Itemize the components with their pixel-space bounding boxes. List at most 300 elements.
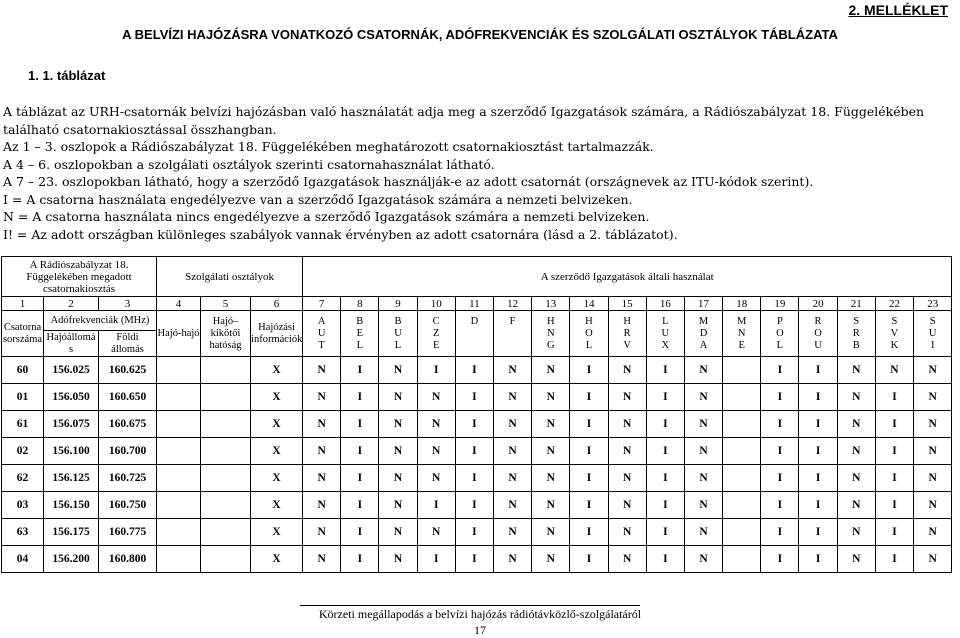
service-cell: X	[251, 438, 303, 465]
country-code-letter: L	[356, 339, 364, 351]
usage-cell: N	[608, 492, 646, 519]
usage-cell: N	[914, 438, 952, 465]
column-number: 22	[875, 297, 913, 311]
service-cell	[157, 438, 201, 465]
usage-cell: I	[799, 438, 837, 465]
usage-cell: N	[837, 546, 875, 573]
column-number: 18	[723, 297, 761, 311]
usage-cell: N	[608, 411, 646, 438]
service-cell	[157, 492, 201, 519]
shore-freq-cell: 160.775	[99, 519, 157, 546]
usage-cell: N	[303, 546, 341, 573]
country-code-letter: S	[929, 315, 936, 327]
usage-cell	[723, 411, 761, 438]
country-code-letter: E	[356, 327, 364, 339]
usage-cell	[723, 384, 761, 411]
usage-cell: I	[570, 438, 608, 465]
shore-freq-cell: 160.750	[99, 492, 157, 519]
usage-cell: I	[799, 465, 837, 492]
country-code-letter	[456, 328, 493, 340]
usage-cell: N	[532, 357, 570, 384]
country-code-header	[608, 311, 646, 357]
country-code-letter	[494, 328, 531, 340]
port-header: Hajó–kikötői hatóság	[201, 311, 251, 357]
usage-cell: N	[303, 384, 341, 411]
usage-cell: N	[608, 384, 646, 411]
ship-freq-cell: 156.025	[44, 357, 99, 384]
usage-cell: I	[570, 492, 608, 519]
service-cell	[157, 546, 201, 573]
country-code-letter: M	[737, 315, 747, 327]
column-number: 6	[251, 297, 303, 311]
column-number: 9	[379, 297, 417, 311]
usage-cell: I	[646, 546, 684, 573]
usage-cell: N	[608, 519, 646, 546]
usage-cell: I	[761, 384, 799, 411]
usage-cell: I	[417, 492, 455, 519]
usage-cell: N	[379, 384, 417, 411]
usage-cell: N	[837, 465, 875, 492]
country-code-letter: O	[776, 327, 784, 339]
country-code-letter: B	[394, 315, 402, 327]
intro-paragraph: N = A csatorna használata nincs engedélyezve a szerződő Igazgatások számára a nemzeti belvizeken.	[3, 209, 650, 224]
usage-cell: N	[417, 384, 455, 411]
country-code-letter: U	[928, 327, 937, 339]
usage-cell: N	[493, 384, 531, 411]
usage-cell: N	[532, 411, 570, 438]
country-code-letter: B	[356, 315, 364, 327]
channel-cell: 61	[2, 411, 44, 438]
radio-reg-header: A Rádiószabályzat 18. Függelékében megadott csatornakiosztás	[2, 257, 157, 297]
usage-cell: N	[379, 519, 417, 546]
usage-cell: I	[875, 438, 913, 465]
usage-cell: I	[455, 384, 493, 411]
usage-cell: N	[684, 384, 722, 411]
column-number: 5	[201, 297, 251, 311]
usage-cell: I	[570, 411, 608, 438]
service-cell	[157, 384, 201, 411]
service-cell	[201, 384, 251, 411]
country-code-header	[837, 311, 875, 357]
usage-cell: I	[455, 465, 493, 492]
column-number: 16	[646, 297, 684, 311]
channel-cell: 60	[2, 357, 44, 384]
usage-cell: N	[493, 546, 531, 573]
shore-freq-cell: 160.700	[99, 438, 157, 465]
country-code-header	[684, 311, 722, 357]
service-header: Szolgálati osztályok	[157, 257, 303, 297]
ship-freq-cell: 156.050	[44, 384, 99, 411]
usage-cell: N	[914, 465, 952, 492]
service-cell	[157, 357, 201, 384]
channel-cell: 02	[2, 438, 44, 465]
column-number: 10	[417, 297, 455, 311]
usage-cell: N	[684, 411, 722, 438]
channel-cell: 04	[2, 546, 44, 573]
country-code-letter: U	[661, 327, 670, 339]
intro-paragraph: A 4 – 6. oszlopokban a szolgálati osztályok szerinti csatornahasználat látható.	[3, 156, 495, 172]
usage-cell	[723, 465, 761, 492]
usage-cell: N	[379, 357, 417, 384]
usage-cell: N	[914, 492, 952, 519]
country-code-letter: O	[585, 327, 593, 339]
column-number: 4	[157, 297, 201, 311]
usage-cell: I	[799, 384, 837, 411]
shore-freq-cell: 160.675	[99, 411, 157, 438]
country-code-letter: R	[623, 327, 631, 339]
country-code-header	[646, 311, 684, 357]
usage-cell: N	[379, 492, 417, 519]
service-cell: X	[251, 492, 303, 519]
intro-text	[3, 103, 958, 243]
country-code-letter: U	[317, 327, 326, 339]
column-number: 14	[570, 297, 608, 311]
ship-freq-cell: 156.200	[44, 546, 99, 573]
country-code-header	[761, 311, 799, 357]
usage-cell: N	[837, 519, 875, 546]
service-cell: X	[251, 357, 303, 384]
usage-cell: I	[455, 438, 493, 465]
shore-freq-cell: 160.800	[99, 546, 157, 573]
usage-cell: I	[799, 546, 837, 573]
usage-cell: N	[303, 357, 341, 384]
country-code-letter: X	[661, 339, 670, 351]
usage-cell: I	[570, 465, 608, 492]
document-title: A BELVÍZI HAJÓZÁSRA VONATKOZÓ CSATORNÁK, ADÓFREKVENCIÁK ÉS SZOLGÁLATI OSZTÁLYOK TÁBLÁZATA	[122, 27, 838, 42]
usage-cell: N	[837, 438, 875, 465]
usage-cell: N	[914, 357, 952, 384]
table-number: 1. 1. táblázat	[28, 68, 106, 83]
usage-cell: I	[875, 492, 913, 519]
usage-cell	[723, 438, 761, 465]
nav-info-header: Hajózási információk	[251, 311, 303, 357]
table-row	[2, 492, 952, 519]
usage-cell: I	[799, 357, 837, 384]
shore-freq-cell: 160.625	[99, 357, 157, 384]
country-code-header	[417, 311, 455, 357]
country-code-letter: M	[698, 315, 709, 327]
country-code-header	[570, 311, 608, 357]
footer-divider	[300, 605, 640, 606]
service-cell	[201, 519, 251, 546]
usage-cell: N	[532, 438, 570, 465]
country-code-header	[379, 311, 417, 357]
usage-cell: I	[417, 546, 455, 573]
usage-cell: N	[379, 411, 417, 438]
usage-cell: N	[684, 519, 722, 546]
intro-paragraph: A táblázat az URH-csatornák belvízi hajózásban való használatát adja meg a szerződő Igazgatások számára, a Rádiószabályzat 18. Függelékében található csatornakiosztással összhangban.	[3, 104, 925, 137]
country-code-letter: P	[776, 315, 783, 327]
usage-cell: I	[341, 492, 379, 519]
usage-cell: I	[341, 357, 379, 384]
ship-freq-cell: 156.100	[44, 438, 99, 465]
ship-to-ship-header: Hajó-hajó	[157, 311, 201, 357]
channel-header: Csatorna sorszáma	[2, 311, 44, 357]
service-cell: X	[251, 465, 303, 492]
usage-cell: I	[875, 465, 913, 492]
service-cell: X	[251, 411, 303, 438]
usage-cell: N	[493, 438, 531, 465]
annex-label: 2. MELLÉKLET	[848, 2, 948, 18]
usage-cell: I	[455, 357, 493, 384]
country-code-header	[914, 311, 952, 357]
service-cell	[157, 465, 201, 492]
country-code-letter: E	[738, 339, 745, 351]
column-number: 1	[2, 297, 44, 311]
usage-cell: I	[761, 492, 799, 519]
usage-cell: N	[303, 492, 341, 519]
column-number: 20	[799, 297, 837, 311]
freq-header: Adófrekvenciák (MHz)	[44, 311, 157, 331]
usage-cell: I	[646, 411, 684, 438]
country-code-letter	[456, 340, 493, 352]
country-code-letter: G	[546, 339, 555, 351]
usage-cell: N	[837, 384, 875, 411]
service-cell	[201, 357, 251, 384]
channel-cell: 63	[2, 519, 44, 546]
country-code-header	[799, 311, 837, 357]
service-cell	[157, 519, 201, 546]
ship-freq-cell: 156.150	[44, 492, 99, 519]
channel-cell: 01	[2, 384, 44, 411]
usage-cell: N	[684, 438, 722, 465]
usage-cell: N	[532, 384, 570, 411]
table-row	[2, 411, 952, 438]
usage-cell: I	[761, 411, 799, 438]
usage-cell: I	[875, 411, 913, 438]
administrations-header: A szerződő Igazgatások általi használat	[303, 257, 952, 297]
country-code-letter: K	[890, 339, 899, 351]
shore-freq-cell: 160.725	[99, 465, 157, 492]
usage-cell: N	[379, 438, 417, 465]
usage-cell: I	[799, 411, 837, 438]
column-number: 21	[837, 297, 875, 311]
country-code-letter: E	[432, 339, 440, 351]
country-code-letter: D	[470, 315, 479, 327]
usage-cell: N	[493, 411, 531, 438]
country-code-letter: B	[852, 339, 860, 351]
usage-cell: I	[455, 492, 493, 519]
country-code-letter: I	[930, 339, 935, 351]
ship-freq-cell: 156.075	[44, 411, 99, 438]
usage-cell: I	[570, 384, 608, 411]
country-code-letter: R	[814, 315, 822, 327]
country-code-letter: Z	[432, 327, 440, 339]
table-row	[2, 519, 952, 546]
country-code-header	[341, 311, 379, 357]
column-number: 8	[341, 297, 379, 311]
usage-cell: I	[341, 519, 379, 546]
usage-cell: I	[761, 546, 799, 573]
column-number: 3	[99, 297, 157, 311]
usage-cell: I	[455, 546, 493, 573]
usage-cell: I	[761, 465, 799, 492]
usage-cell: N	[608, 546, 646, 573]
country-code-letter: C	[432, 315, 440, 327]
country-code-letter: D	[699, 327, 708, 339]
country-code-letter: O	[814, 327, 822, 339]
service-cell	[201, 411, 251, 438]
usage-cell: N	[837, 357, 875, 384]
ship-freq-cell: 156.175	[44, 519, 99, 546]
usage-cell: N	[303, 519, 341, 546]
country-code-letter: L	[394, 339, 402, 351]
country-code-letter: V	[623, 339, 631, 351]
usage-cell: N	[914, 546, 952, 573]
usage-cell: I	[455, 411, 493, 438]
usage-cell	[723, 357, 761, 384]
country-code-header	[875, 311, 913, 357]
usage-cell: N	[417, 519, 455, 546]
usage-cell: I	[455, 519, 493, 546]
usage-cell: I	[341, 411, 379, 438]
usage-cell: I	[875, 519, 913, 546]
usage-cell: N	[532, 465, 570, 492]
country-code-letter: A	[699, 339, 708, 351]
service-cell	[201, 492, 251, 519]
usage-cell: N	[379, 546, 417, 573]
usage-cell	[723, 519, 761, 546]
usage-cell: N	[837, 492, 875, 519]
country-code-header	[303, 311, 341, 357]
usage-cell	[723, 546, 761, 573]
country-code-letter: N	[737, 327, 746, 339]
usage-cell: N	[914, 411, 952, 438]
country-code-header	[532, 311, 570, 357]
usage-cell: N	[684, 357, 722, 384]
country-code-letter	[494, 340, 531, 352]
country-code-letter: S	[853, 315, 860, 327]
usage-cell: N	[914, 384, 952, 411]
usage-cell: N	[875, 357, 913, 384]
usage-cell: I	[646, 465, 684, 492]
usage-cell: I	[875, 546, 913, 573]
column-number: 13	[532, 297, 570, 311]
usage-cell: I	[341, 465, 379, 492]
service-cell	[201, 546, 251, 573]
column-number: 7	[303, 297, 341, 311]
usage-cell: I	[646, 357, 684, 384]
usage-cell: N	[608, 465, 646, 492]
column-number: 23	[914, 297, 952, 311]
usage-cell: I	[570, 357, 608, 384]
column-number: 15	[608, 297, 646, 311]
usage-cell: N	[379, 465, 417, 492]
column-number: 11	[455, 297, 493, 311]
usage-cell: I	[570, 519, 608, 546]
service-cell	[201, 438, 251, 465]
country-code-letter: U	[814, 339, 822, 351]
table-row	[2, 438, 952, 465]
column-number: 12	[493, 297, 531, 311]
country-code-letter: F	[509, 315, 516, 327]
usage-cell: I	[646, 519, 684, 546]
intro-paragraph: I = A csatorna használata engedélyezve van a szerződő Igazgatások számára a nemzeti belvizeken.	[3, 191, 633, 207]
usage-cell: N	[417, 411, 455, 438]
usage-cell: I	[646, 384, 684, 411]
usage-cell: N	[493, 357, 531, 384]
ship-station-header: Hajóállomá s	[44, 331, 99, 357]
country-code-letter: L	[662, 315, 669, 327]
country-code-letter: H	[546, 315, 555, 327]
column-number: 17	[684, 297, 722, 311]
country-code-letter: H	[623, 315, 631, 327]
intro-paragraph: I! = Az adott országban különleges szabályok vannak érvényben az adott csatornára (lásd a 2. táblázatot).	[3, 226, 678, 242]
service-cell	[157, 411, 201, 438]
usage-cell: I	[417, 357, 455, 384]
usage-cell: N	[608, 357, 646, 384]
country-code-letter: S	[891, 315, 898, 327]
usage-cell: I	[570, 546, 608, 573]
column-number: 19	[761, 297, 799, 311]
intro-paragraph: Az 1 – 3. oszlopok a Rádiószabályzat 18. Függelékében meghatározott csatornakiosztást tartalmazzák.	[3, 139, 654, 154]
usage-cell: N	[303, 465, 341, 492]
country-code-letter: N	[546, 327, 555, 339]
usage-cell: N	[417, 465, 455, 492]
usage-cell: N	[303, 438, 341, 465]
usage-cell: N	[837, 411, 875, 438]
usage-cell: N	[684, 492, 722, 519]
channel-table	[1, 256, 952, 573]
country-code-letter: L	[776, 339, 784, 351]
shore-freq-cell: 160.650	[99, 384, 157, 411]
usage-cell: N	[493, 492, 531, 519]
usage-cell: N	[532, 519, 570, 546]
usage-cell: I	[341, 384, 379, 411]
table-row	[2, 384, 952, 411]
usage-cell	[723, 492, 761, 519]
usage-cell: I	[761, 438, 799, 465]
usage-cell: N	[608, 438, 646, 465]
usage-cell: I	[761, 519, 799, 546]
usage-cell: I	[799, 519, 837, 546]
table-row	[2, 546, 952, 573]
column-number: 2	[44, 297, 99, 311]
country-code-header	[723, 311, 761, 357]
table-row	[2, 465, 952, 492]
country-code-header	[493, 311, 531, 357]
country-code-header	[455, 311, 493, 357]
ship-freq-cell: 156.125	[44, 465, 99, 492]
country-code-letter: L	[585, 339, 593, 351]
channel-cell: 62	[2, 465, 44, 492]
usage-cell: N	[532, 546, 570, 573]
country-code-letter: T	[318, 339, 325, 351]
usage-cell: I	[799, 492, 837, 519]
usage-cell: N	[493, 465, 531, 492]
country-code-letter: V	[890, 327, 899, 339]
service-cell	[201, 465, 251, 492]
channel-cell: 03	[2, 492, 44, 519]
intro-paragraph: A 7 – 23. oszlopokban látható, hogy a szerződő Igazgatások használják-e az adott csatornát (országnevek az ITU-kódok szerint).	[3, 174, 814, 189]
usage-cell: N	[417, 438, 455, 465]
service-cell: X	[251, 546, 303, 573]
country-code-letter: H	[585, 315, 593, 327]
page-number: 17	[474, 623, 486, 637]
table-row	[2, 357, 952, 384]
service-cell: X	[251, 384, 303, 411]
usage-cell: N	[303, 411, 341, 438]
usage-cell: N	[914, 519, 952, 546]
usage-cell: N	[493, 519, 531, 546]
country-code-letter: R	[852, 327, 860, 339]
usage-cell: I	[761, 357, 799, 384]
footer-text: Körzeti megállapodás a belvízi hajózás rádiótávközlő-szolgálatáról	[318, 607, 642, 621]
usage-cell: I	[646, 492, 684, 519]
usage-cell: N	[684, 465, 722, 492]
usage-cell: I	[341, 438, 379, 465]
shore-station-header: Földi állomás	[99, 331, 157, 357]
